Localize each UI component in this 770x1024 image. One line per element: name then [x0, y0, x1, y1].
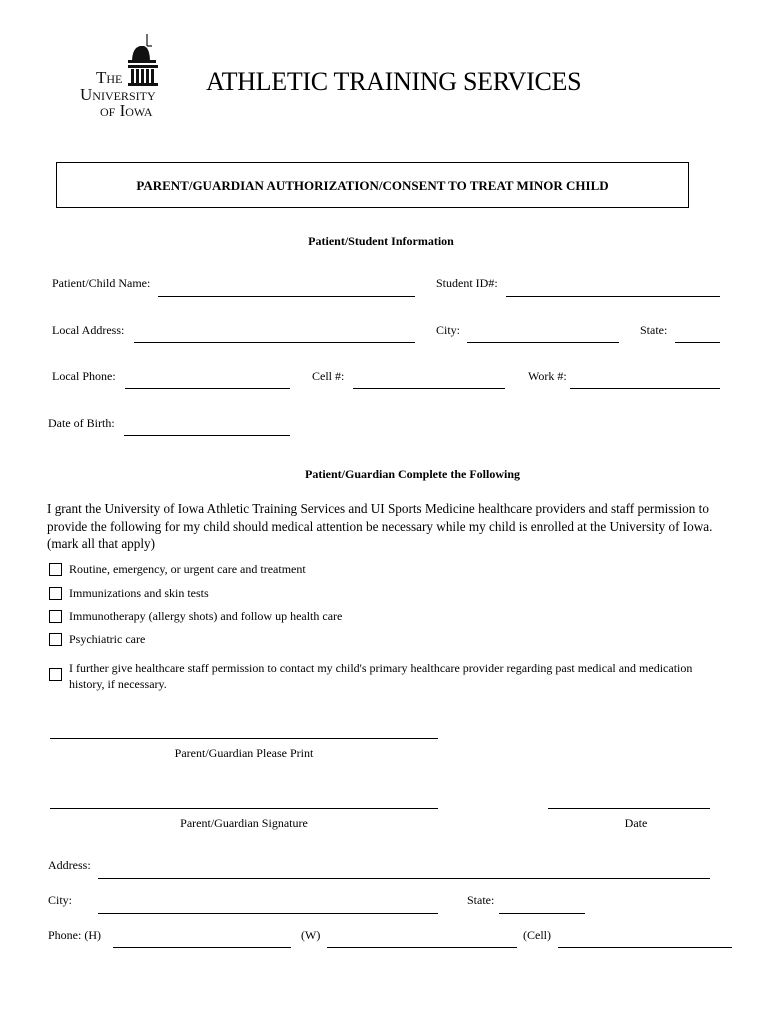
student-id-field[interactable] [506, 296, 720, 297]
guardian-print-field[interactable] [50, 738, 438, 739]
work-label: Work #: [528, 369, 567, 383]
immunotherapy-label: Immunotherapy (allergy shots) and follow up health care [69, 609, 343, 623]
logo-line-university: University [80, 85, 156, 104]
old-capitol-icon [76, 32, 176, 92]
form-title: PARENT/GUARDIAN AUTHORIZATION/CONSENT TO TREAT MINOR CHILD [136, 178, 609, 193]
state-label: State: [640, 323, 668, 337]
immunizations-checkbox[interactable] [49, 587, 62, 600]
immunizations-label: Immunizations and skin tests [69, 586, 209, 600]
guardian-section-heading: Patient/Guardian Complete the Following [305, 467, 520, 481]
cell-label: Cell #: [312, 369, 345, 383]
routine-care-checkbox[interactable] [49, 563, 62, 576]
page-title: ATHLETIC TRAINING SERVICES [206, 67, 582, 96]
local-address-label: Local Address: [52, 323, 125, 337]
state-field-2[interactable] [499, 913, 585, 914]
cell-field[interactable] [353, 388, 505, 389]
date-field[interactable] [548, 808, 710, 809]
city-field[interactable] [467, 342, 619, 343]
phone-home-label: Phone: (H) [48, 928, 101, 942]
routine-care-label: Routine, emergency, or urgent care and treatment [69, 562, 306, 576]
consent-paragraph [47, 500, 712, 553]
child-name-field[interactable] [158, 296, 415, 297]
psychiatric-care-label: Psychiatric care [69, 632, 146, 646]
contact-provider-label [69, 660, 692, 692]
work-field[interactable] [570, 388, 720, 389]
local-phone-label: Local Phone: [52, 369, 116, 383]
phone-work-field[interactable] [327, 947, 517, 948]
phone-cell-label: (Cell) [523, 928, 551, 942]
student-id-label: Student ID#: [436, 276, 498, 290]
address-label: Address: [48, 858, 91, 872]
city-field-2[interactable] [98, 913, 438, 914]
patient-section-heading: Patient/Student Information [308, 234, 454, 248]
city-label-2: City: [48, 893, 73, 907]
date-label: Date [624, 816, 648, 830]
phone-home-field[interactable] [113, 947, 291, 948]
consent-paragraph-line-1: I grant the University of Iowa Athletic Training Services and UI Sports Medicine healthcare providers and staff permission to [47, 501, 709, 516]
phone-work-label: (W) [301, 928, 321, 942]
address-field[interactable] [98, 878, 710, 879]
phone-cell-field[interactable] [558, 947, 732, 948]
contact-provider-checkbox[interactable] [49, 668, 62, 681]
child-name-label: Patient/Child Name: [52, 276, 151, 290]
city-label: City: [436, 323, 461, 337]
guardian-signature-label: Parent/Guardian Signature [180, 816, 308, 830]
consent-paragraph-line-3: (mark all that apply) [47, 536, 156, 551]
local-phone-field[interactable] [125, 388, 290, 389]
university-logo [76, 32, 176, 122]
contact-provider-line-2: history, if necessary. [69, 677, 167, 691]
logo-line-the: The [96, 68, 123, 87]
consent-paragraph-line-2: provide the following for my child should medical attention be necessary while my child is enrolled at the University of Iowa. [47, 518, 713, 534]
form-title-box [56, 162, 689, 208]
psychiatric-care-checkbox[interactable] [49, 633, 62, 646]
state-field[interactable] [675, 342, 720, 343]
dob-label: Date of Birth: [48, 416, 115, 430]
local-address-field[interactable] [134, 342, 415, 343]
state-label-2: State: [467, 893, 495, 907]
immunotherapy-checkbox[interactable] [49, 610, 62, 623]
dob-field[interactable] [124, 435, 290, 436]
logo-line-of-iowa: of Iowa [100, 101, 153, 120]
contact-provider-line-1: I further give healthcare staff permission to contact my child's primary healthcare provider regarding past medical and medication [69, 661, 693, 675]
guardian-print-label: Parent/Guardian Please Print [174, 746, 314, 760]
guardian-signature-field[interactable] [50, 808, 438, 809]
